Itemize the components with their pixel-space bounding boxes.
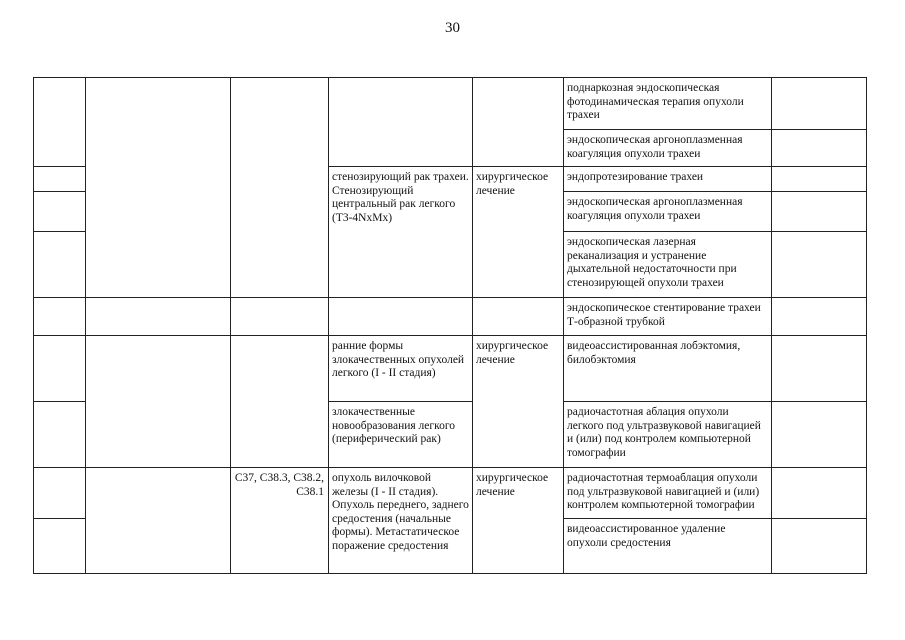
- cell-method: видеоассистированное удаление опухоли средостения: [564, 519, 772, 574]
- cell-treatment: [473, 298, 564, 336]
- cell-method: эндоскопическая лазерная реканализация и устранение дыхательной недостаточности при стенозирующей опухоли трахеи: [564, 232, 772, 298]
- cell-number: [34, 468, 86, 519]
- table-row: [34, 298, 867, 336]
- cell-cost: [772, 192, 867, 232]
- cell-treatment: хирургическое лечение: [473, 468, 564, 574]
- cell-method: эндоскопическое стентирование трахеи Т-образной трубкой: [564, 298, 772, 336]
- cell-code: [231, 78, 329, 298]
- cell-method: эндоскопическая аргоноплазменная коагуляция опухоли трахеи: [564, 192, 772, 232]
- cell-cost: [772, 130, 867, 167]
- cell-method: радиочастотная термоаблация опухоли под ультразвуковой навигацией и (или) контролем компьютерной томографии: [564, 468, 772, 519]
- page-number: 30: [445, 20, 460, 36]
- cell-profile: [86, 298, 231, 336]
- cell-cost: [772, 519, 867, 574]
- cell-cost: [772, 336, 867, 402]
- cell-number: [34, 402, 86, 468]
- cell-diagnosis: [329, 298, 473, 336]
- cell-number: [34, 78, 86, 167]
- table-row: [34, 78, 867, 130]
- cell-profile: [86, 468, 231, 574]
- cell-cost: [772, 298, 867, 336]
- cell-code: [231, 336, 329, 468]
- cell-cost: [772, 167, 867, 192]
- cell-cost: [772, 402, 867, 468]
- cell-method: радиочастотная аблация опухоли легкого под ультразвуковой навигацией и (или) под контролем компьютерной томографии: [564, 402, 772, 468]
- cell-number: [34, 192, 86, 232]
- cell-treatment: хирургическое лечение: [473, 167, 564, 298]
- cell-method: поднаркозная эндоскопическая фотодинамическая терапия опухоли трахеи: [564, 78, 772, 130]
- cell-cost: [772, 468, 867, 519]
- cell-diagnosis: опухоль вилочковой железы (I - II стадия). Опухоль переднего, заднего средостения (начальные формы). Метастатическое поражение средостения: [329, 468, 473, 574]
- table-row: [34, 336, 867, 402]
- cell-diagnosis: ранние формы злокачественных опухолей легкого (I - II стадия): [329, 336, 473, 402]
- table-row: [34, 468, 867, 519]
- cell-method: эндопротезирование трахеи: [564, 167, 772, 192]
- cell-code: [231, 298, 329, 336]
- cell-number: [34, 519, 86, 574]
- cell-method: видеоассистированная лобэктомия, билобэктомия: [564, 336, 772, 402]
- cell-profile: [86, 336, 231, 468]
- cell-code: C37, C38.3, C38.2, C38.1: [231, 468, 329, 574]
- cell-cost: [772, 232, 867, 298]
- cell-diagnosis: стенозирующий рак трахеи. Стенозирующий центральный рак легкого (T3-4NxMx): [329, 167, 473, 298]
- cell-number: [34, 336, 86, 402]
- cell-treatment: [473, 78, 564, 167]
- cell-diagnosis: злокачественные новообразования легкого (периферический рак): [329, 402, 473, 468]
- cell-number: [34, 167, 86, 192]
- cell-treatment: хирургическое лечение: [473, 336, 564, 468]
- medical-care-table: [33, 77, 867, 574]
- cell-profile: [86, 78, 231, 298]
- cell-cost: [772, 78, 867, 130]
- cell-number: [34, 298, 86, 336]
- cell-method: эндоскопическая аргоноплазменная коагуляция опухоли трахеи: [564, 130, 772, 167]
- cell-number: [34, 232, 86, 298]
- cell-diagnosis: [329, 78, 473, 167]
